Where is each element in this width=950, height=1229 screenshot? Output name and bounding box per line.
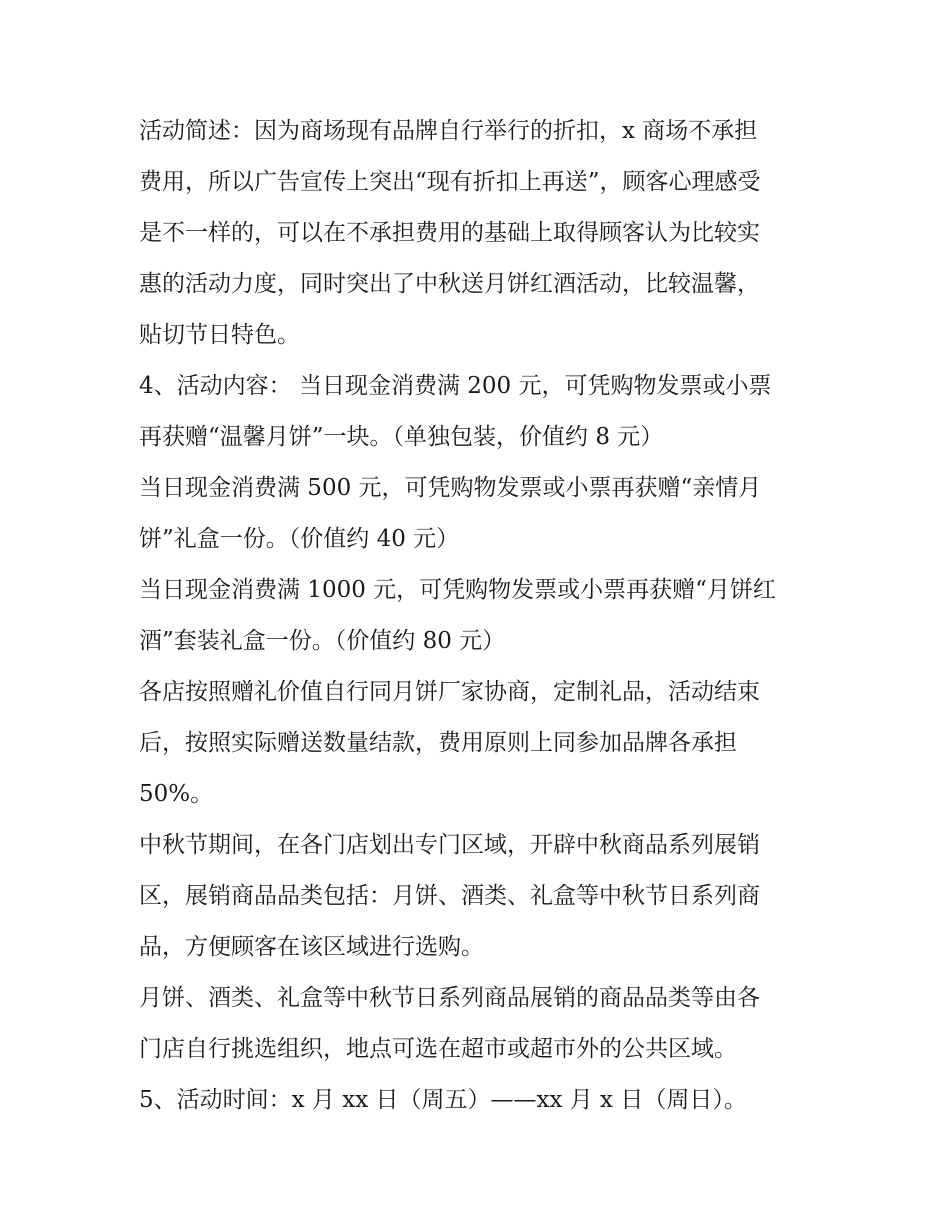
text-line-15: 中秋节期间，在各门店划出专门区域，开辟中秋商品系列展销: [139, 832, 760, 858]
text-line-17: 品，方便顾客在该区域进行选购。: [139, 934, 484, 960]
text-line-6: 4、活动内容： 当日现金消费满 200 元，可凭购物发票或小票: [139, 373, 772, 399]
text-line-8: 当日现金消费满 500 元，可凭购物发票或小票再获赠“亲情月: [139, 475, 762, 501]
text-line-19: 门店自行挑选组织，地点可选在超市或超市外的公共区域。: [139, 1036, 737, 1062]
text-line-9: 饼”礼盒一份。（价值约 40 元）: [139, 526, 460, 552]
text-line-18: 月饼、酒类、礼盒等中秋节日系列商品展销的商品品类等由各: [139, 985, 760, 1011]
text-line-20: 5、活动时间：x 月 xx 日（周五）——xx 月 x 日（周日）。: [139, 1087, 747, 1113]
text-line-13: 后，按照实际赠送数量结款，费用原则上同参加品牌各承担: [139, 730, 737, 756]
text-line-11: 酒”套装礼盒一份。（价值约 80 元）: [139, 628, 506, 654]
text-line-7: 再获赠“温馨月饼”一块。（单独包装，价值约 8 元）: [139, 424, 664, 450]
text-line-16: 区，展销商品品类包括：月饼、酒类、礼盒等中秋节日系列商: [139, 883, 760, 909]
text-line-14: 50%。: [139, 781, 214, 807]
text-line-12: 各店按照赠礼价值自行同月饼厂家协商，定制礼品，活动结束: [139, 679, 760, 705]
text-line-3: 是不一样的，可以在不承担费用的基础上取得顾客认为比较实: [139, 220, 760, 246]
document-body: [139, 106, 819, 1126]
text-line-1: 活动简述：因为商场现有品牌自行举行的折扣，x 商场不承担: [139, 118, 758, 144]
text-line-10: 当日现金消费满 1000 元，可凭购物发票或小票再获赠“月饼红: [139, 577, 776, 603]
text-line-4: 惠的活动力度，同时突出了中秋送月饼红酒活动，比较温馨，: [139, 271, 760, 297]
text-line-2: 费用，所以广告宣传上突出“现有折扣上再送”，顾客心理感受: [139, 169, 761, 195]
text-line-5: 贴切节日特色。: [139, 322, 300, 348]
